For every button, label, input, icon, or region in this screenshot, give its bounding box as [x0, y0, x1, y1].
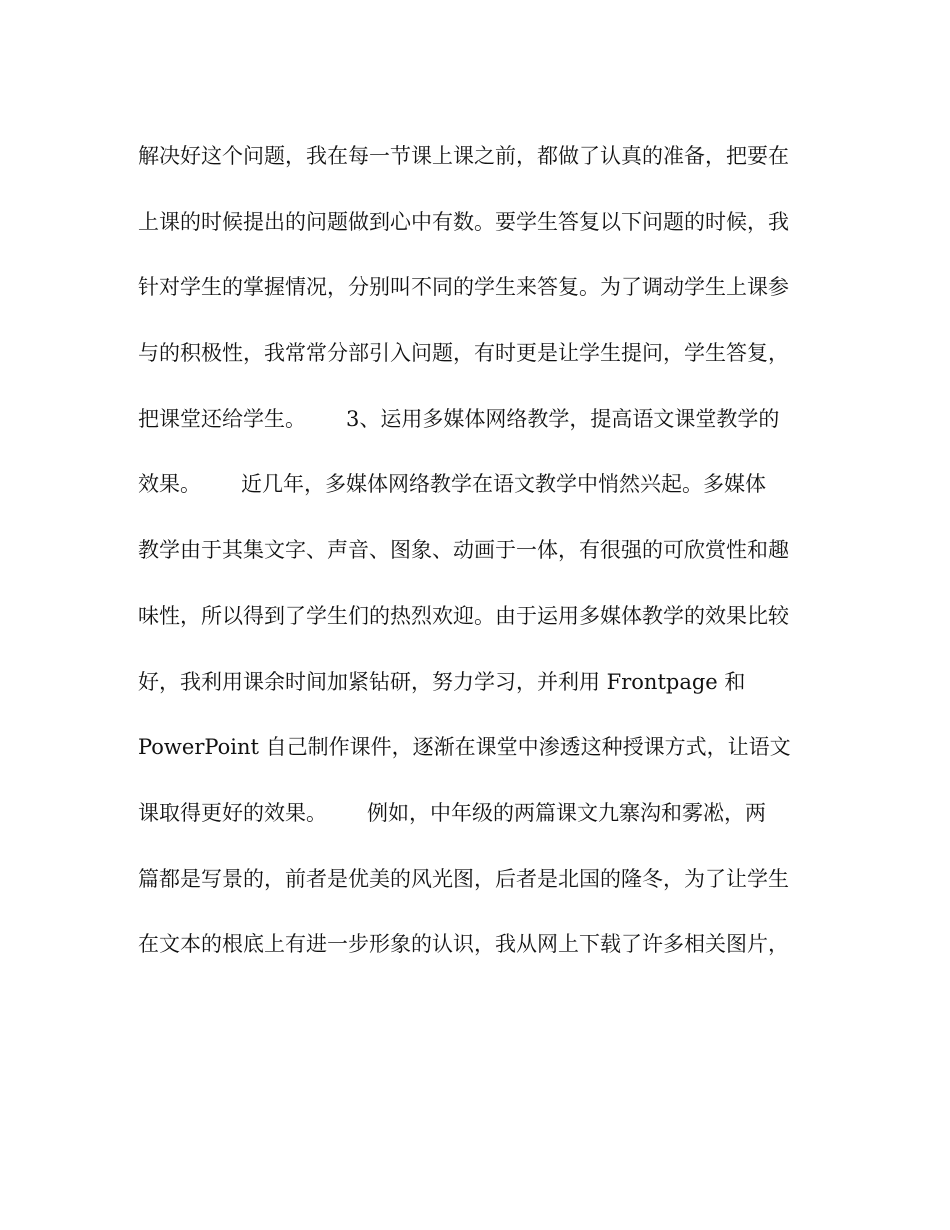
- body-text: [138, 133, 828, 987]
- text-line: 篇都是写景的，前者是优美的风光图，后者是北国的隆冬，为了让学生: [138, 866, 789, 891]
- text-line: PowerPoint 自己制作课件，逐渐在课堂中渗透这种授课方式，让语文: [138, 735, 791, 760]
- text-line: 与的积极性，我常常分部引入问题，有时更是让学生提问，学生答复，: [138, 341, 789, 366]
- text-line: 教学由于其集文字、声音、图象、动画于一体，有很强的可欣赏性和趣: [138, 538, 789, 563]
- text-line: 在文本的根底上有进一步形象的认识，我从网上下载了许多相关图片，: [138, 932, 789, 957]
- text-line: 针对学生的掌握情况，分别叫不同的学生来答复。为了调动学生上课参: [138, 275, 789, 300]
- text-line: 课取得更好的效果。 例如，中年级的两篇课文九寨沟和雾凇，两: [138, 800, 767, 825]
- text-line: 把课堂还给学生。 3、运用多媒体网络教学，提高语文课堂教学的: [138, 406, 780, 431]
- text-line: 解决好这个问题，我在每一节课上课之前，都做了认真的准备，把要在: [138, 144, 789, 168]
- text-line: 上课的时候提出的问题做到心中有数。要学生答复以下问题的时候，我: [138, 209, 789, 234]
- text-line: 好，我利用课余时间加紧钻研，努力学习，并利用 Frontpage 和: [138, 669, 746, 694]
- text-line: 味性，所以得到了学生们的热烈欢迎。由于运用多媒体教学的效果比较: [138, 603, 789, 628]
- text-line: 效果。 近几年，多媒体网络教学在语文教学中悄然兴起。多媒体: [138, 472, 767, 497]
